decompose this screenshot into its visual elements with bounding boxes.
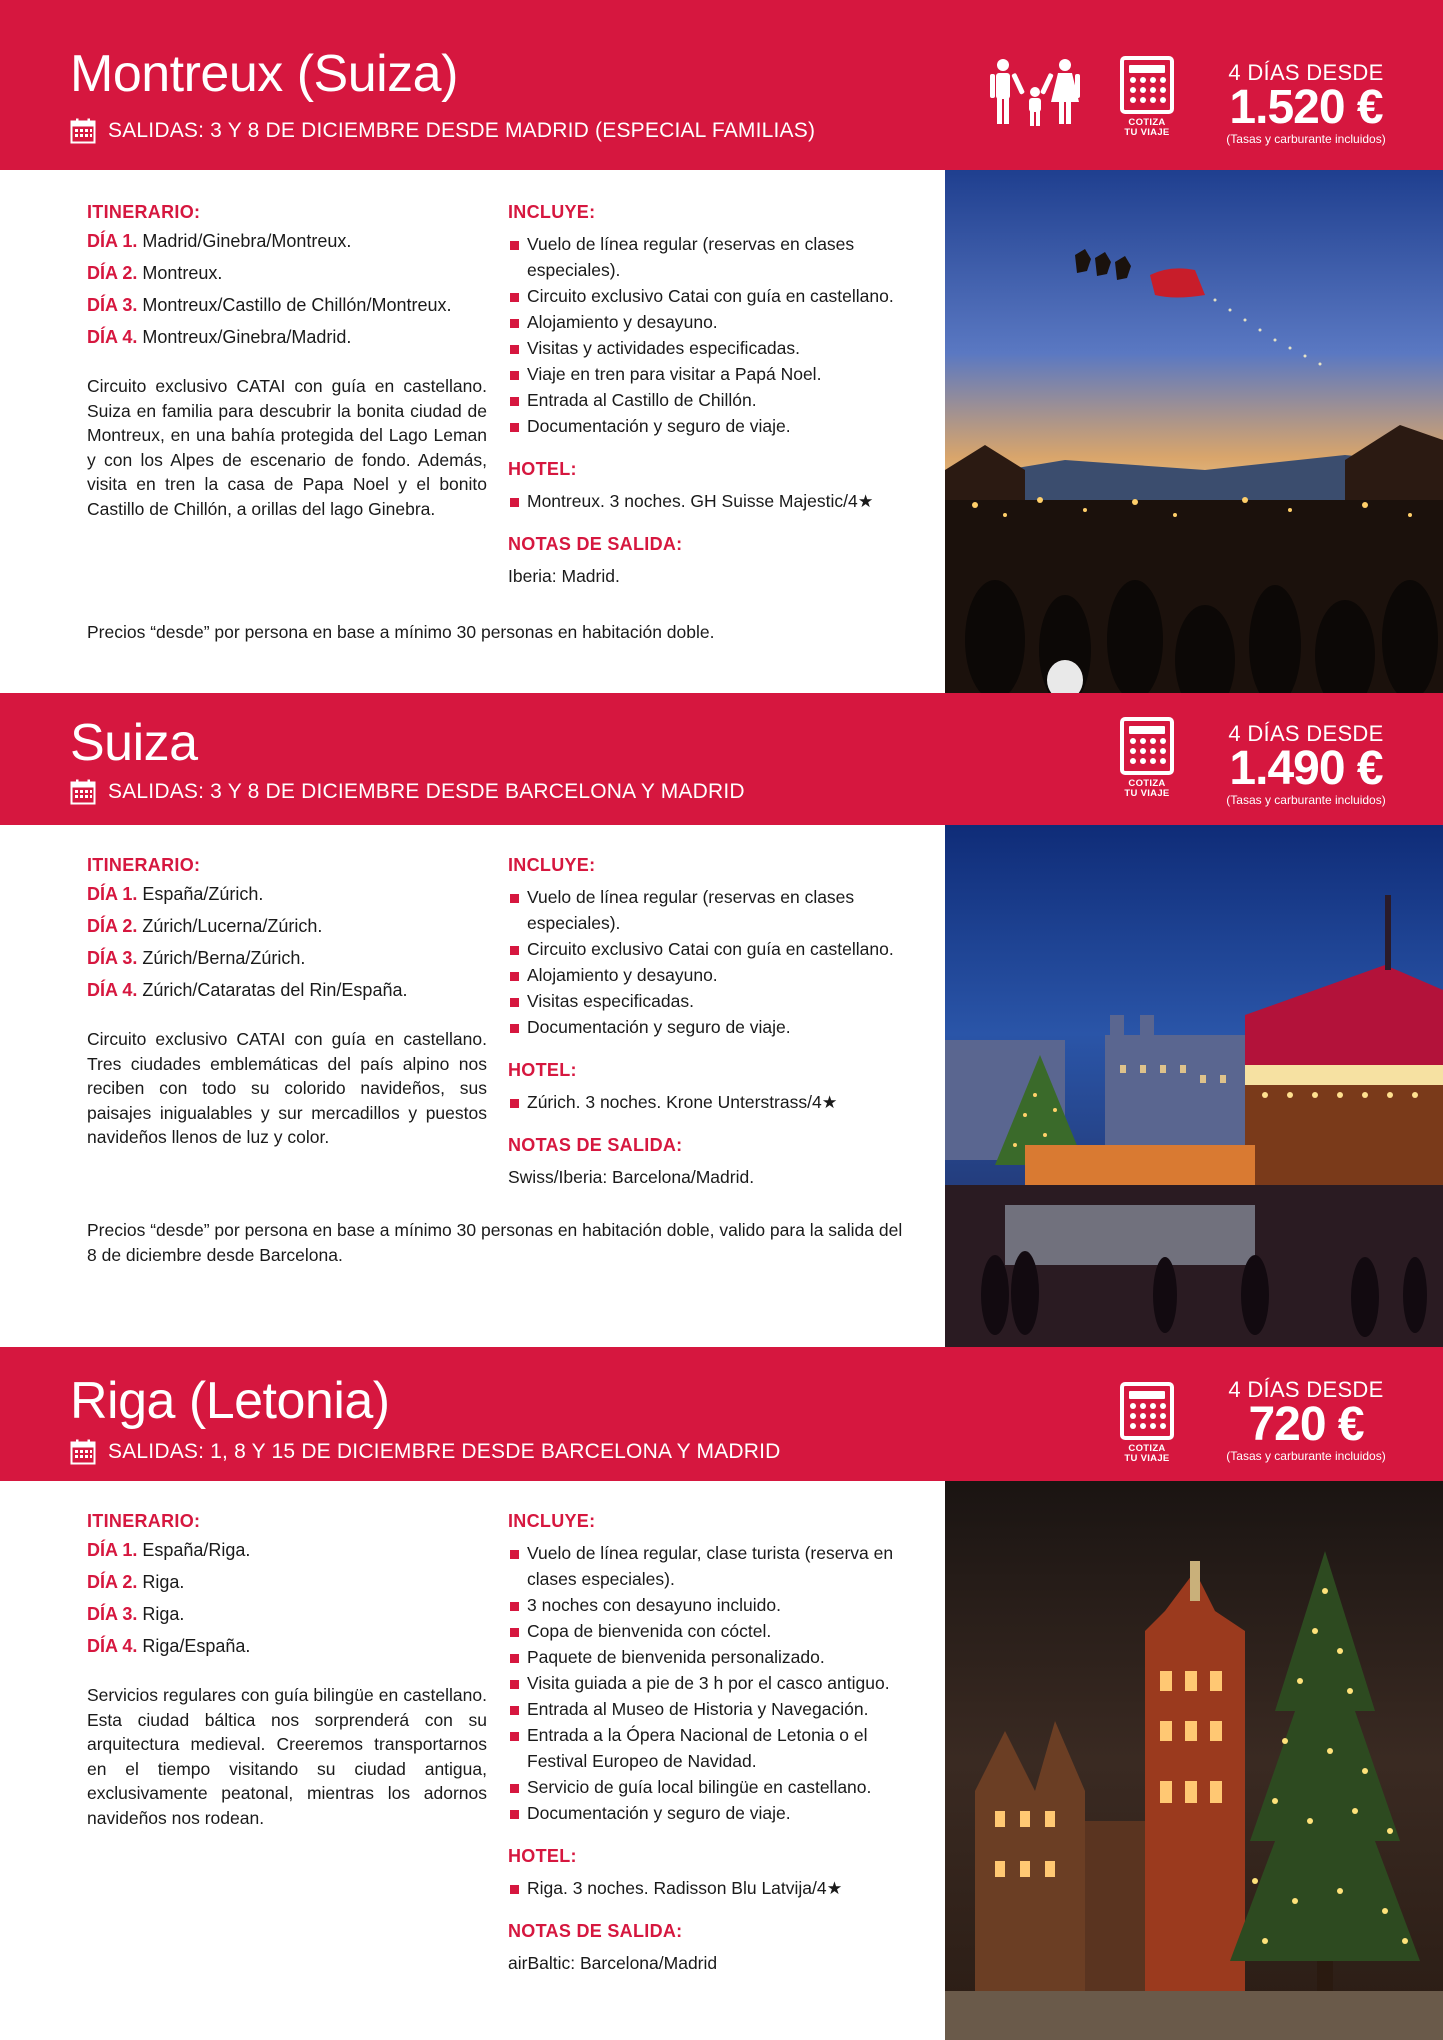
price-footnote: Precios “desde” por persona en base a mínimo 30 personas en habitación doble, valido para la salida del 8 de diciembre desde Barcelona. — [87, 1220, 903, 1265]
calculator-icon — [1120, 717, 1174, 775]
price-block — [1226, 1377, 1386, 1463]
itinerary-column — [87, 1511, 487, 1830]
list-item: Documentación y seguro de viaje. — [508, 1014, 898, 1040]
list-item: Documentación y seguro de viaje. — [508, 413, 898, 439]
price-note: (Tasas y carburante incluidos) — [1226, 793, 1386, 807]
notes-heading: NOTAS DE SALIDA: — [508, 534, 683, 554]
notes-text: Iberia: Madrid. — [508, 566, 620, 586]
trip-title: Montreux (Suiza) — [70, 45, 458, 103]
quote-your-trip-button[interactable] — [1112, 56, 1182, 138]
trip-title: Suiza — [70, 714, 198, 772]
trip-description: Circuito exclusivo CATAI con guía en castellano. Tres ciudades emblemáticas del país alpino nos reciben con todo su colorido navideños, sus paisajes inigualables y sur mercadillos y puestos navideños llenos de luz y color. — [87, 1029, 487, 1147]
list-item: Vuelo de línea regular, clase turista (reserva en clases especiales). — [508, 1540, 898, 1592]
calendar-icon — [70, 1439, 96, 1465]
includes-column — [508, 855, 898, 1190]
itinerary-day: DÍA 1. España/Riga. — [87, 1540, 251, 1560]
list-item: Vuelo de línea regular (reservas en clases especiales). — [508, 884, 898, 936]
includes-column — [508, 1511, 898, 1976]
price-block — [1226, 60, 1386, 146]
hotel-heading: HOTEL: — [508, 1060, 577, 1080]
photo-zurich-carousel — [945, 825, 1443, 1347]
trip-details — [0, 825, 945, 1347]
includes-list — [508, 1540, 898, 1826]
departures-text: SALIDAS: 3 Y 8 DE DICIEMBRE DESDE MADRID (ESPECIAL FAMILIAS) — [108, 119, 816, 142]
quote-your-trip-button[interactable] — [1112, 1382, 1182, 1464]
departures — [70, 779, 745, 805]
notes-heading: NOTAS DE SALIDA: — [508, 1135, 683, 1155]
list-item: Viaje en tren para visitar a Papá Noel. — [508, 361, 898, 387]
price-note: (Tasas y carburante incluidos) — [1226, 1449, 1386, 1463]
photo-christmas-market-santa — [945, 170, 1443, 693]
list-item: Circuito exclusivo Catai con guía en castellano. — [508, 283, 898, 309]
itinerary-column — [87, 855, 487, 1150]
includes-list — [508, 231, 898, 439]
itinerary-day: DÍA 4. Zúrich/Cataratas del Rin/España. — [87, 980, 408, 1000]
departures-text: SALIDAS: 3 Y 8 DE DICIEMBRE DESDE BARCELONA Y MADRID — [108, 780, 745, 803]
calculator-icon — [1120, 56, 1174, 114]
list-item: Alojamiento y desayuno. — [508, 309, 898, 335]
list-item: Entrada al Castillo de Chillón. — [508, 387, 898, 413]
itinerary-day: DÍA 3. Riga. — [87, 1604, 185, 1624]
includes-heading: INCLUYE: — [508, 202, 596, 222]
includes-heading: INCLUYE: — [508, 1511, 596, 1531]
list-item: Servicio de guía local bilingüe en castellano. — [508, 1774, 898, 1800]
trip-description: Servicios regulares con guía bilingüe en castellano. Esta ciudad báltica nos sorprenderá con su arquitectura medieval. Creeremos transportarnos en el tiempo visitando su ciudad antigua, exclusivamente peatonal, mientras los adornos navideños nos rodean. — [87, 1685, 487, 1828]
trip-montreux — [0, 0, 1443, 693]
photo-riga-blackheads-house — [945, 1481, 1443, 2040]
departures — [70, 118, 815, 144]
trip-banner — [0, 1347, 1443, 1481]
itinerary-heading: ITINERARIO: — [87, 855, 201, 875]
list-item: Circuito exclusivo Catai con guía en castellano. — [508, 936, 898, 962]
list-item: Visitas y actividades especificadas. — [508, 335, 898, 361]
hotel-item: Zúrich. 3 noches. Krone Unterstrass/4★ — [508, 1089, 898, 1115]
trip-riga — [0, 1347, 1443, 2040]
price-days: 4 DÍAS DESDE — [1228, 721, 1384, 746]
departures-text: SALIDAS: 1, 8 Y 15 DE DICIEMBRE DESDE BARCELONA Y MADRID — [108, 1440, 781, 1463]
itinerary-day: DÍA 4. Riga/España. — [87, 1636, 251, 1656]
price-note: (Tasas y carburante incluidos) — [1226, 132, 1386, 146]
price-block — [1226, 721, 1386, 807]
itinerary-day: DÍA 2. Riga. — [87, 1572, 185, 1592]
list-item: Visita guiada a pie de 3 h por el casco antiguo. — [508, 1670, 898, 1696]
list-item: Alojamiento y desayuno. — [508, 962, 898, 988]
trip-suiza — [0, 693, 1443, 1347]
trip-banner — [0, 0, 1443, 170]
itinerary-day: DÍA 4. Montreux/Ginebra/Madrid. — [87, 327, 352, 347]
quote-label: COTIZA TU VIAJE — [1124, 117, 1170, 138]
trip-banner — [0, 693, 1443, 825]
itinerary-column — [87, 202, 487, 521]
price-days: 4 DÍAS DESDE — [1228, 60, 1384, 85]
includes-list — [508, 884, 898, 1040]
list-item: Entrada a la Ópera Nacional de Letonia o el Festival Europeo de Navidad. — [508, 1722, 898, 1774]
list-item: Vuelo de línea regular (reservas en clases especiales). — [508, 231, 898, 283]
price-days: 4 DÍAS DESDE — [1228, 1377, 1384, 1402]
trip-title: Riga (Letonia) — [70, 1372, 390, 1430]
trip-details — [0, 1481, 945, 2040]
price-amount: 1.520 € — [1229, 81, 1383, 134]
itinerary-day: DÍA 3. Montreux/Castillo de Chillón/Montreux. — [87, 295, 452, 315]
itinerary-day: DÍA 2. Zúrich/Lucerna/Zúrich. — [87, 916, 323, 936]
list-item: 3 noches con desayuno incluido. — [508, 1592, 898, 1618]
price-amount: 720 € — [1248, 1398, 1364, 1451]
price-footnote: Precios “desde” por persona en base a mínimo 30 personas en habitación doble. — [87, 622, 715, 642]
calendar-icon — [70, 779, 96, 805]
trip-description: Circuito exclusivo CATAI con guía en castellano. Suiza en familia para descubrir la bonita ciudad de Montreux, en una bahía protegida del Lago Leman y con los Alpes de escenario de fondo. Además, visita en tren la casa de Papa Noel y el bonito Castillo de Chillón, a orillas del lago Ginebra. — [87, 376, 487, 519]
list-item: Documentación y seguro de viaje. — [508, 1800, 898, 1826]
price-amount: 1.490 € — [1229, 742, 1383, 795]
list-item: Copa de bienvenida con cóctel. — [508, 1618, 898, 1644]
list-item: Entrada al Museo de Historia y Navegación. — [508, 1696, 898, 1722]
notes-text: Swiss/Iberia: Barcelona/Madrid. — [508, 1167, 755, 1187]
notes-text: airBaltic: Barcelona/Madrid — [508, 1953, 718, 1973]
itinerary-day: DÍA 1. España/Zúrich. — [87, 884, 264, 904]
itinerary-day: DÍA 2. Montreux. — [87, 263, 223, 283]
quote-label: COTIZA TU VIAJE — [1124, 778, 1170, 799]
quote-label: COTIZA TU VIAJE — [1124, 1443, 1170, 1464]
list-item: Paquete de bienvenida personalizado. — [508, 1644, 898, 1670]
notes-heading: NOTAS DE SALIDA: — [508, 1921, 683, 1941]
hotel-heading: HOTEL: — [508, 459, 577, 479]
hotel-item: Montreux. 3 noches. GH Suisse Majestic/4★ — [508, 488, 898, 514]
calculator-icon — [1120, 1382, 1174, 1440]
itinerary-heading: ITINERARIO: — [87, 202, 201, 222]
quote-your-trip-button[interactable] — [1112, 717, 1182, 799]
itinerary-day: DÍA 3. Zúrich/Berna/Zúrich. — [87, 948, 306, 968]
hotel-item: Riga. 3 noches. Radisson Blu Latvija/4★ — [508, 1875, 898, 1901]
includes-heading: INCLUYE: — [508, 855, 596, 875]
trip-details — [0, 170, 945, 693]
includes-column — [508, 202, 898, 589]
calendar-icon — [70, 118, 96, 144]
list-item: Visitas especificadas. — [508, 988, 898, 1014]
itinerary-heading: ITINERARIO: — [87, 1511, 201, 1531]
itinerary-day: DÍA 1. Madrid/Ginebra/Montreux. — [87, 231, 352, 251]
hotel-heading: HOTEL: — [508, 1846, 577, 1866]
family-icon — [985, 58, 1085, 128]
departures — [70, 1439, 781, 1465]
